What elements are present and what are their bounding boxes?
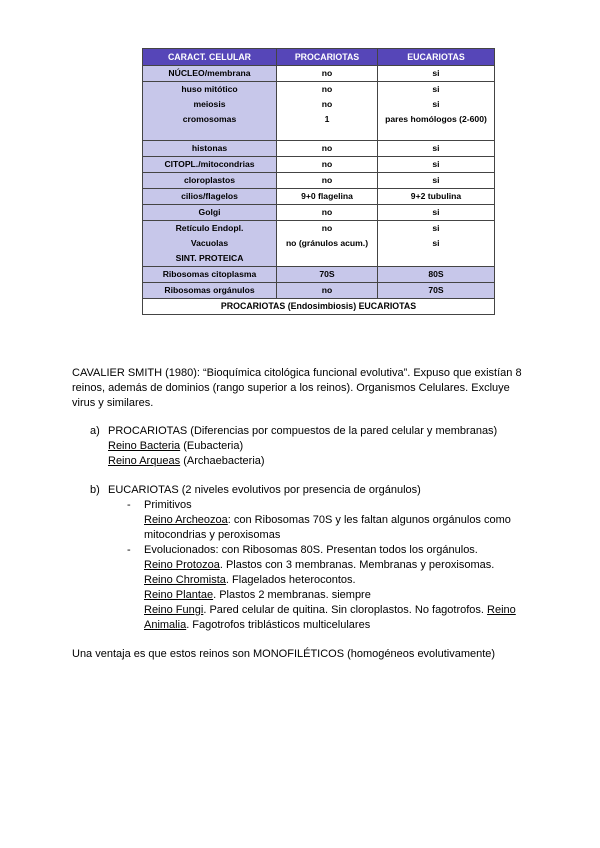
row-label: cloroplastos — [143, 173, 277, 189]
proc-cell: no — [277, 66, 378, 82]
table-row — [143, 66, 495, 82]
dash-marker: - — [127, 499, 131, 511]
kingdom-desc-cont: mitocondrias y peroxisomas — [144, 529, 281, 541]
kingdom-desc: . Fagotrofos triblásticos multicelulares — [186, 619, 371, 631]
row-label: Retículo Endopl. — [175, 223, 244, 233]
euc-cell: 9+2 tubulina — [378, 189, 495, 205]
euc-cell: si — [378, 173, 495, 189]
table-row — [143, 157, 495, 173]
row-label: huso mitótico — [181, 84, 238, 94]
table-footer-row — [143, 299, 495, 315]
row-label-group — [143, 82, 277, 141]
euc-cell: si — [432, 238, 440, 248]
header-cell: PROCARIOTAS — [277, 49, 378, 66]
kingdom-name: Animalia — [144, 619, 187, 631]
row-label: histonas — [143, 141, 277, 157]
euc-cell: si — [378, 141, 495, 157]
table-row — [143, 283, 495, 299]
table-row — [143, 141, 495, 157]
kingdom-desc: . Pared celular de quitina. Sin cloroplastos. No fagotrofos. — [203, 604, 488, 616]
euc-cell: si — [432, 99, 440, 109]
row-label: NÚCLEO/membrana — [143, 66, 277, 82]
kingdom-name: Reino Chromista — [144, 574, 226, 586]
subsection-title: Evolucionados: con Ribosomas 80S. Presentan todos los orgánulos. — [144, 544, 478, 556]
kingdom-line — [108, 454, 265, 469]
proc-cell: no — [321, 99, 333, 109]
table-row — [143, 173, 495, 189]
conclusion: Una ventaja es que estos reinos son MONOFILÉTICOS (homogéneos evolutivamente) — [72, 648, 496, 660]
kingdom-desc: . Plastos con 3 membranas. Membranas y peroxisomas. — [219, 559, 495, 571]
table-row — [143, 82, 495, 141]
table-row — [143, 189, 495, 205]
kingdom-line — [144, 573, 356, 588]
euc-cell: si — [432, 223, 440, 233]
kingdom-desc: . Plastos 2 membranas. siempre — [213, 589, 371, 601]
row-label: Golgi — [143, 205, 277, 221]
table-row — [143, 221, 495, 267]
kingdom-desc: . Flagelados heterocontos. — [225, 574, 356, 586]
table-row — [143, 267, 495, 283]
kingdom-line — [108, 439, 243, 454]
kingdom-line — [144, 603, 516, 618]
kingdom-line — [144, 588, 371, 603]
euc-cell: si — [378, 205, 495, 221]
list-marker: a) — [90, 425, 100, 437]
euc-cell-group — [378, 221, 495, 267]
euc-cell: si — [378, 157, 495, 173]
proc-cell: no — [277, 173, 378, 189]
header-cell: CARACT. CELULAR — [143, 49, 277, 66]
kingdom-line — [144, 618, 370, 633]
kingdom-name: Reino Bacteria — [108, 440, 181, 452]
proc-cell: no (gránulos acum.) — [285, 238, 369, 248]
kingdom-name: Reino Fungi — [144, 604, 204, 616]
row-label: meiosis — [193, 99, 226, 109]
section-heading: EUCARIOTAS (2 niveles evolutivos por presencia de orgánulos) — [108, 484, 421, 496]
row-label: Ribosomas orgánulos — [143, 283, 277, 299]
list-marker: b) — [90, 484, 100, 496]
proc-cell: no — [277, 157, 378, 173]
intro-line: reinos, además de dominios (rango superior a los reinos). Organismos Celulares. Excluye — [72, 382, 510, 394]
row-label: Vacuolas — [190, 238, 229, 248]
kingdom-name: Reino Archeozoa — [144, 514, 228, 526]
table-footer: PROCARIOTAS (Endosimbiosis) EUCARIOTAS — [143, 299, 495, 315]
proc-cell: no — [321, 223, 333, 233]
row-label-group — [143, 221, 277, 267]
kingdom-line — [144, 513, 511, 528]
intro-line: CAVALIER SMITH (1980): “Bioquímica citológica funcional evolutiva”. Expuso que existían 8 — [72, 367, 522, 379]
euc-cell: 80S — [378, 267, 495, 283]
proc-cell-group — [277, 221, 378, 267]
proc-cell: 70S — [277, 267, 378, 283]
euc-cell: 70S — [378, 283, 495, 299]
dash-marker: - — [127, 544, 131, 556]
intro-line: virus y similares. — [72, 397, 154, 409]
row-label: SINT. PROTEICA — [175, 253, 244, 263]
proc-cell: no — [321, 84, 333, 94]
kingdom-desc: : con Ribosomas 70S y les faltan algunos orgánulos como — [227, 514, 511, 526]
kingdom-name: Reino Protozoa — [144, 559, 220, 571]
row-label: cromosomas — [182, 114, 237, 124]
header-cell: EUCARIOTAS — [378, 49, 495, 66]
table-row — [143, 205, 495, 221]
kingdom-desc: (Archaebacteria) — [180, 455, 265, 467]
kingdom-name: Reino — [487, 604, 516, 616]
section-heading: PROCARIOTAS (Diferencias por compuestos de la pared celular y membranas) — [108, 425, 498, 437]
row-label: Ribosomas citoplasma — [143, 267, 277, 283]
row-label: CITOPL./mitocondrias — [143, 157, 277, 173]
proc-cell: no — [277, 205, 378, 221]
table-header-row — [143, 49, 495, 66]
proc-cell: 1 — [324, 114, 330, 124]
comparison-table — [142, 48, 495, 315]
kingdom-line — [144, 558, 494, 573]
euc-cell: pares homólogos (2-600) — [385, 114, 487, 124]
euc-cell-group — [378, 82, 495, 141]
euc-cell: si — [378, 66, 495, 82]
proc-cell: no — [277, 283, 378, 299]
euc-cell: si — [432, 84, 440, 94]
proc-cell: no — [277, 141, 378, 157]
row-label: cilios/flagelos — [143, 189, 277, 205]
proc-cell: 9+0 flagelina — [277, 189, 378, 205]
kingdom-name: Reino Arqueas — [108, 455, 181, 467]
kingdom-name: Reino Plantae — [144, 589, 214, 601]
kingdom-desc: (Eubacteria) — [180, 440, 244, 452]
proc-cell-group — [277, 82, 378, 141]
subsection-title: Primitivos — [144, 499, 192, 511]
